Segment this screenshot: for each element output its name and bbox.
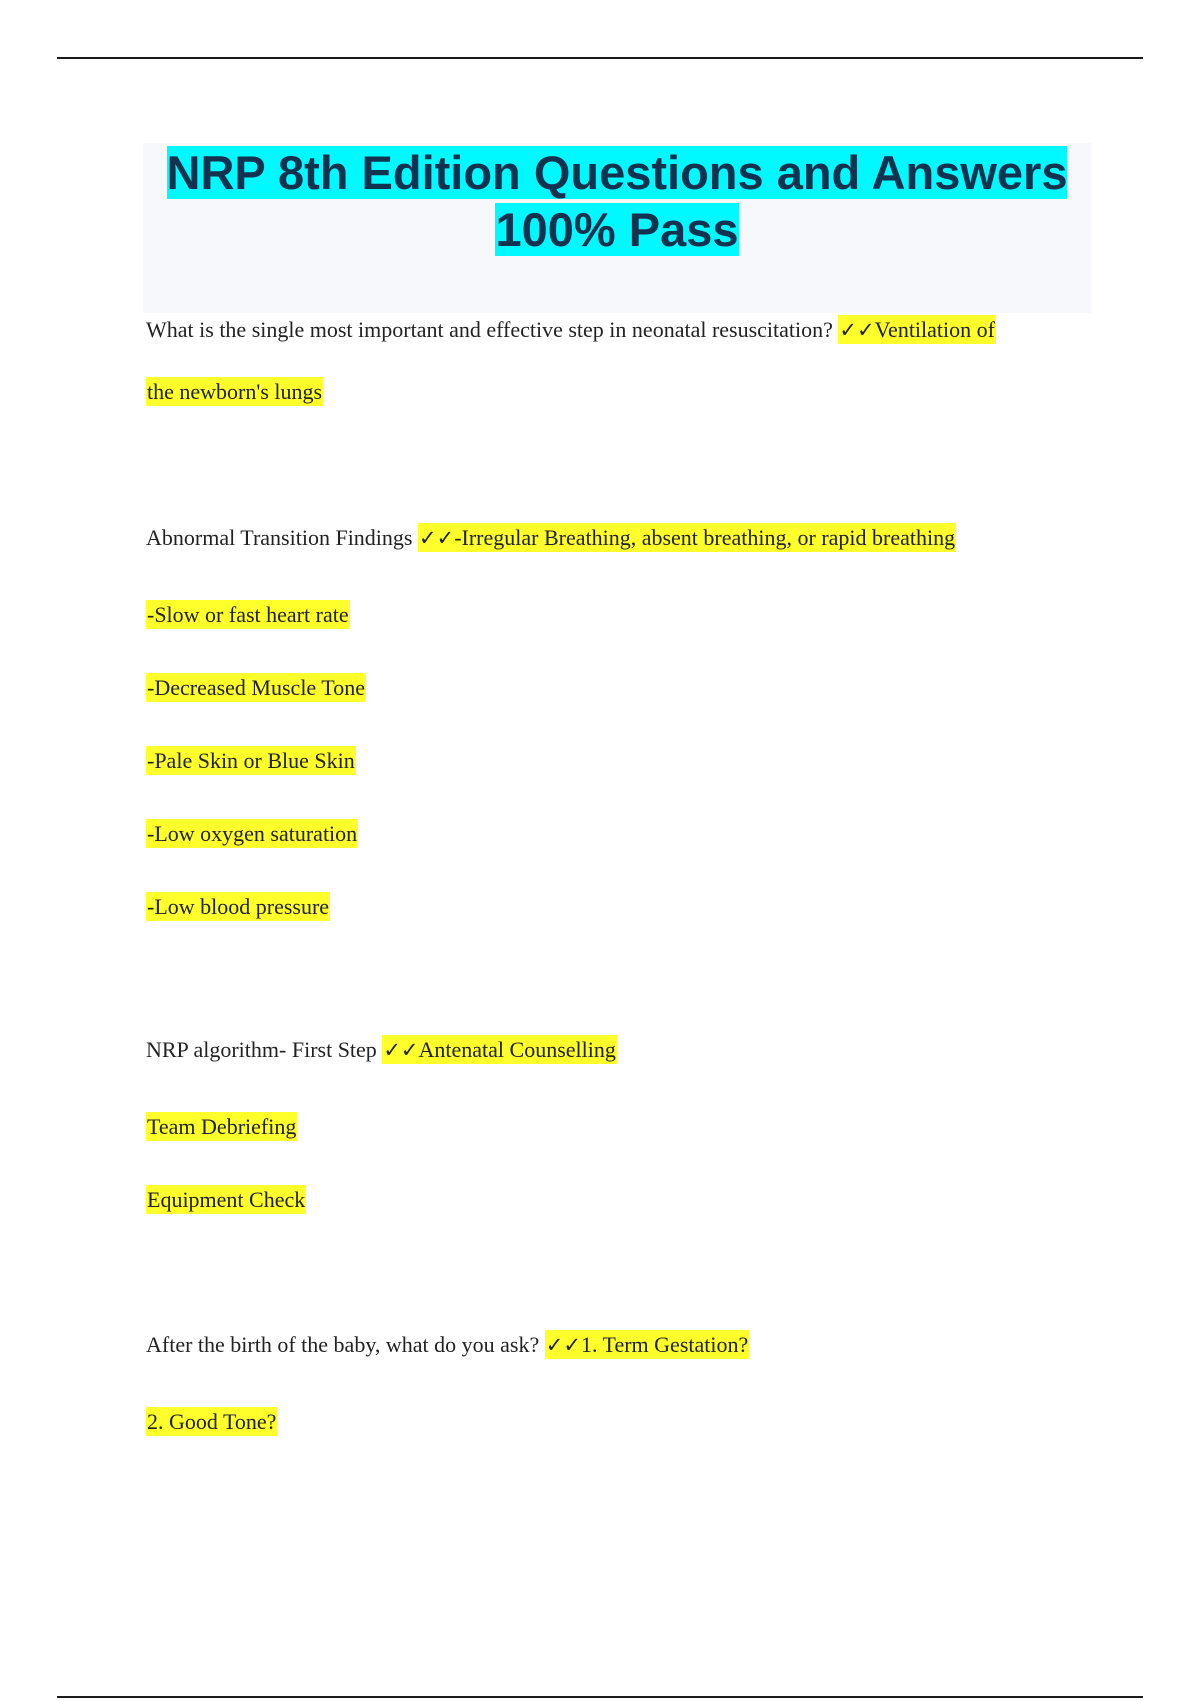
qa-item-4 <box>146 1333 1096 1434</box>
answer-text: Antenatal Counselling <box>418 1037 616 1062</box>
answer-text: -Pale Skin or Blue Skin <box>147 748 355 773</box>
double-check-icon: ✓✓ <box>418 526 455 550</box>
qa-line <box>146 1038 1096 1062</box>
double-check-icon: ✓✓ <box>545 1333 581 1357</box>
answer-line <box>146 1188 1096 1212</box>
qa-line <box>146 1333 1096 1357</box>
answer-text: -Low blood pressure <box>147 894 330 919</box>
double-check-icon: ✓✓ <box>383 1038 419 1062</box>
question-text: After the birth of the baby, what do you ask? <box>146 1332 540 1357</box>
document-title <box>143 144 1091 258</box>
answer-text: -Decreased Muscle Tone <box>147 675 365 700</box>
answer-line <box>146 676 1096 700</box>
answer-line <box>146 1410 1096 1434</box>
answer-text: -Slow or fast heart rate <box>147 602 349 627</box>
qa-line <box>146 526 1096 550</box>
answer-text: 1. Term Gestation? <box>580 1332 749 1357</box>
question-text: Abnormal Transition Findings <box>146 525 413 550</box>
answer-text: 2. Good Tone? <box>147 1409 277 1434</box>
answer-line <box>146 1115 1096 1139</box>
bottom-rule <box>57 1696 1143 1698</box>
question-text: What is the single most important and effective step in neonatal resuscitation? <box>146 317 833 342</box>
double-check-icon: ✓✓ <box>839 318 875 342</box>
qa-item-3 <box>146 1038 1096 1212</box>
answer-highlight <box>838 315 996 344</box>
answer-highlight <box>382 1035 617 1064</box>
answer-text: the newborn's lungs <box>147 379 323 404</box>
answer-text: -Low oxygen saturation <box>147 821 358 846</box>
answer-line <box>146 822 1096 846</box>
answer-highlight <box>545 1330 750 1359</box>
answer-line <box>146 895 1096 919</box>
answer-line <box>146 749 1096 773</box>
answer-line <box>146 603 1096 627</box>
answer-line <box>146 380 1096 404</box>
answer-text: -Irregular Breathing, absent breathing, or rapid breathing <box>454 525 956 550</box>
answer-text: Ventilation of <box>874 317 995 342</box>
title-line-1: NRP 8th Edition Questions and Answers <box>166 146 1068 199</box>
answer-text: Team Debriefing <box>147 1114 297 1139</box>
question-text: NRP algorithm- First Step <box>146 1037 377 1062</box>
qa-item-1 <box>146 318 1096 404</box>
top-rule <box>57 57 1143 59</box>
answer-text: Equipment Check <box>147 1187 306 1212</box>
answer-highlight <box>418 523 956 552</box>
qa-item-2 <box>146 526 1096 919</box>
qa-line <box>146 318 1096 342</box>
title-line-2: 100% Pass <box>495 203 739 256</box>
